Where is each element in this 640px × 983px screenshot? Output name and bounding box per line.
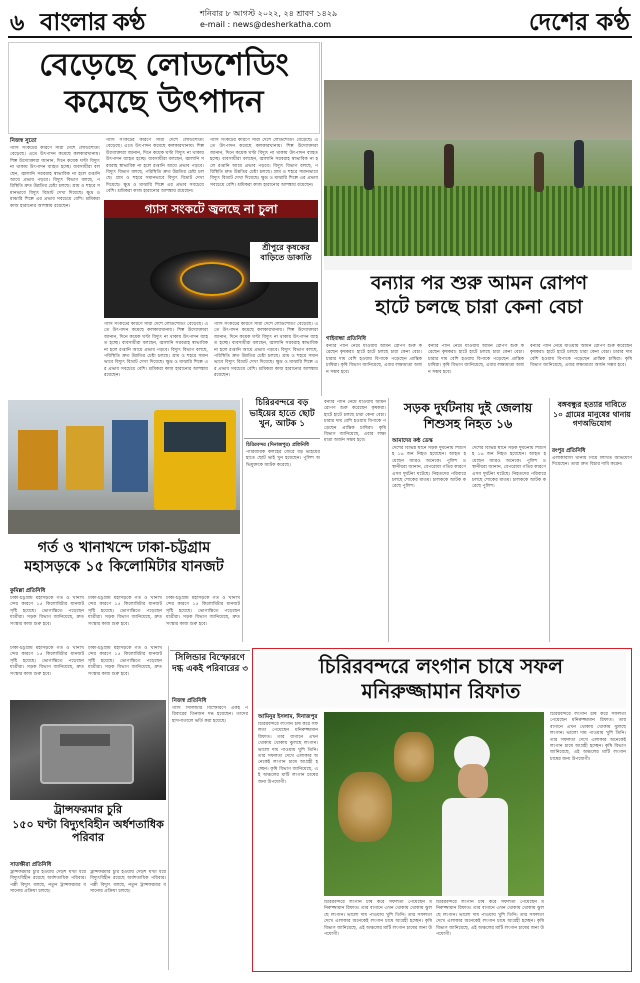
jam-headline-box (8, 540, 240, 584)
murder-headline: চিরিরবন্দরে বড় ভাইয়ের হাতে ছোট খুন, আটক ১ (249, 398, 315, 430)
side-brief-byline: রংপুর প্রতিনিধি (552, 448, 586, 454)
date-line (200, 8, 337, 30)
paddy-headline-2: হাটে চলছে চারা কেনা বেচা (375, 295, 583, 318)
accident-body-col1: দেশের বিভিন্ন স্থানে সড়ক দুর্ঘটনায় শিশুসহ ১৬ জন নিহত হয়েছেন। আহত হয়েছেন আরও অনেকে। পুলিশ ও স্থানীয়রা জানান, বেপরোয়া গতির কারণে এসব দুর্ঘটনা ঘটেছে। নিহতদের পরিবারে চলছে শোকের মাতম। চালককে আটক করেছে পুলিশ। (392, 446, 466, 490)
longan-photo (324, 712, 544, 896)
seedling-field-shape (324, 186, 632, 256)
transformer-body-col1: ট্রান্সফরমার চুরি হওয়ায় দেড়শ ঘণ্টা ধরে বিদ্যুৎবিহীন রয়েছে অর্ধশতাধিক পরিবার। পল্লী বিদ্যুৎ বলছে, নতুন ট্রান্সফরমার বসানোর প্রক্রিয়া চলছে। (10, 870, 86, 895)
loadshedding-headline-box (8, 42, 320, 134)
paddy-photo (324, 80, 632, 256)
jam-byline: কুমিল্লা প্রতিনিধি (10, 588, 46, 594)
longan-headline-box (256, 652, 626, 708)
longan-cluster-icon (338, 772, 392, 842)
issue-date: শনিবার ৮ আগস্ট ২০২২, ২৪ শ্রাবণ ১৪২৯ (200, 9, 338, 18)
jam-body-col2: ঢাকা-চট্টগ্রাম মহাসড়কে গর্ত ও খানাখন্দের কারণে ১৫ কিলোমিটার যানজট সৃষ্টি হয়েছে। ভোগান্তিতে পড়েছেন যাত্রীরা। সড়ক বিভাগ জানিয়েছে, দ্রুত সংস্কার কাজ শুরু হবে। (88, 596, 162, 627)
loadshedding-body-col1: গ্যাস সংকটের কারণে সারা দেশে লোডশেডিং বেড়েছে। এতে উৎপাদন কমেছে কলকারখানায়। শিল্প উদ্যোক্তারা জানান, দিনে কয়েক ঘণ্টা বিদ্যুৎ না থাকায় উৎপাদন ব্যাহত হচ্ছে। ব্যবসায়ীরা বলছেন, জ্বালানি সরবরাহ স্বাভাবিক না হলে রপ্তানি আয়ে প্রভাব পড়বে। বিদ্যুৎ বিভাগ বলছে, পরিস্থিতি দ্রুত উন্নতির চেষ্টা চলছে। গ্রাম ও শহরে সমানভাবে বিদ্যুৎ বিভ্রাট দেখা দিয়েছে। ক্ষুদ্র ও মাঝারি শিল্পে এর প্রভাব সবচেয়ে বেশি। শ্রমিকরা কাজ হারানোর আশঙ্কায় রয়েছেন। (10, 146, 100, 209)
transformer-panel-shape (60, 734, 110, 746)
column-divider (168, 646, 169, 970)
jam-body-col4: ঢাকা-চট্টগ্রাম মহাসড়কে গর্ত ও খানাখন্দের কারণে ১৫ কিলোমিটার যানজট সৃষ্টি হয়েছে। ভোগান্তিতে পড়েছেন যাত্রীরা। সড়ক বিভাগ জানিয়েছে, দ্রুত সংস্কার কাজ শুরু হবে। (10, 646, 84, 677)
flame-ring-icon (180, 262, 244, 296)
loadshedding-body-col2: গ্যাস সংকটের কারণে সারা দেশে লোডশেডিং বেড়েছে। এতে উৎপাদন কমেছে কলকারখানায়। শিল্প উদ্যোক্তারা জানান, দিনে কয়েক ঘণ্টা বিদ্যুৎ না থাকায় উৎপাদন ব্যাহত হচ্ছে। ব্যবসায়ীরা বলছেন, জ্বালানি সরবরাহ স্বাভাবিক না হলে রপ্তানি আয়ে প্রভাব পড়বে। বিদ্যুৎ বিভাগ বলছে, পরিস্থিতি দ্রুত উন্নতির চেষ্টা চলছে। গ্রাম ও শহরে সমানভাবে বিদ্যুৎ বিভ্রাট দেখা দিয়েছে। ক্ষুদ্র ও মাঝারি শিল্পে এর প্রভাব সবচেয়ে বেশি। শ্রমিকরা কাজ হারানোর আশঙ্কায় রয়েছেন। (106, 138, 204, 195)
paddy-body-col3: বন্যার পানি নেমে যাওয়ায় আমন রোপণ শুরু করেছেন কৃষকরা। হাটে হাটে চলছে চারা কেনা বেচা। চারার দাম বেশি হওয়ায় বিপাকে পড়েছেন প্রান্তিক চাষিরা। কৃষি বিভাগ জানিয়েছে, এবার লক্ষ্যমাত্রা অর্জন সম্ভব হবে। (530, 344, 632, 369)
accident-headline-box (390, 400, 546, 434)
robbery-brief (250, 242, 322, 282)
paddy-headline-1: বন্যার পর শুরু আমন রোপণ (370, 272, 588, 294)
cylinder-body: গ্যাস সিলিন্ডার বিস্ফোরণে একই পরিবারের তিনজন দগ্ধ হয়েছেন। তাদের হাসপাতালে ভর্তি করা হয়েছে। (172, 706, 248, 724)
truck-windshield-shape (164, 422, 226, 452)
longan-body-col1: চিরিরবন্দরে লংগান চাষ করে সফলতা পেয়েছেন মনিরুজ্জামান রিফাত। তার বাগানে এখন থোকায় থোকায় ঝুলছে লংগান। ভালো দাম পাওয়ায় খুশি তিনি। তার সফলতা দেখে এলাকার অনেকেই লংগান চাষে আগ্রহী হচ্ছেন। কৃষি বিভাগ জানিয়েছে, এই অঞ্চলের মাটি লংগান চাষের জন্য উপযোগী। (258, 722, 318, 785)
farmer-figure-icon (574, 140, 584, 188)
inset-caption-bar (104, 200, 318, 218)
longan-cluster-icon (394, 732, 434, 782)
column-divider (549, 398, 550, 642)
jam-headline-2: মহাসড়কে ১৫ কিলোমিটার যানজট (24, 558, 224, 576)
cylinder-byline: নিজস্ব প্রতিনিধি (172, 698, 207, 704)
longan-byline: আমিনুর ইসলাম, দিনাজপুর (258, 714, 318, 720)
accident-headline: সড়ক দুর্ঘটনায় দুই জেলায় শিশুসহ নিহত ১৬ (403, 400, 533, 431)
farmer-body-shape (442, 798, 508, 896)
farmer-figure-icon (364, 150, 374, 190)
longan-body-col2: চিরিরবন্দরে লংগান চাষ করে সফলতা পেয়েছেন মনিরুজ্জামান রিফাত। তার বাগানে এখন থোকায় থোকায় ঝুলছে লংগান। ভালো দাম পাওয়ায় খুশি তিনি। তার সফলতা দেখে এলাকার অনেকেই লংগান চাষে আগ্রহী হচ্ছেন। কৃষি বিভাগ জানিয়েছে, এই অঞ্চলের মাটি লংগান চাষের জন্য উপযোগী। (324, 900, 432, 938)
murder-byline: চিরিরবন্দর (দিনাজপুর) প্রতিনিধি (246, 442, 309, 448)
accident-byline: আমাদের কন্ঠ ডেস্ক (392, 438, 433, 444)
side-brief-headline: বঙ্গবন্ধুর হত্যার দাবিতে ১০ গ্রামের মানুষের থানায় গণঅভিযোগ (553, 400, 631, 429)
loadshedding-body-col4: গ্যাস সংকটের কারণে সারা দেশে লোডশেডিং বেড়েছে। এতে উৎপাদন কমেছে কলকারখানায়। শিল্প উদ্যোক্তারা জানান, দিনে কয়েক ঘণ্টা বিদ্যুৎ না থাকায় উৎপাদন ব্যাহত হচ্ছে। ব্যবসায়ীরা বলছেন, জ্বালানি সরবরাহ স্বাভাবিক না হলে রপ্তানি আয়ে প্রভাব পড়বে। বিদ্যুৎ বিভাগ বলছে, পরিস্থিতি দ্রুত উন্নতির চেষ্টা চলছে। গ্রাম ও শহরে সমানভাবে বিদ্যুৎ বিভ্রাট দেখা দিয়েছে। ক্ষুদ্র ও মাঝারি শিল্পে এর প্রভাব সবচেয়ে বেশি। শ্রমিকরা কাজ হারানোর আশঙ্কায় রয়েছেন। (104, 322, 208, 379)
longan-headline-2: মনিরুজ্জামান রিফাত (361, 679, 521, 703)
cylinder-headline: সিলিন্ডার বিস্ফোরণে দগ্ধ একই পরিবারের ৩ (172, 653, 248, 674)
transformer-photo (10, 700, 166, 800)
page-number: ৬ (10, 10, 25, 36)
jam-body-col3: ঢাকা-চট্টগ্রাম মহাসড়কে গর্ত ও খানাখন্দের কারণে ১৫ কিলোমিটার যানজট সৃষ্টি হয়েছে। ভোগান্তিতে পড়েছেন যাত্রীরা। সড়ক বিভাগ জানিয়েছে, দ্রুত সংস্কার কাজ শুরু হবে। (166, 596, 240, 627)
transformer-headline-1: ট্রান্সফরমার চুরি (53, 803, 123, 816)
jam-body-col5: ঢাকা-চট্টগ্রাম মহাসড়কে গর্ত ও খানাখন্দের কারণে ১৫ কিলোমিটার যানজট সৃষ্টি হয়েছে। ভোগান্তিতে পড়েছেন যাত্রীরা। সড়ক বিভাগ জানিয়েছে, দ্রুত সংস্কার কাজ শুরু হবে। (88, 646, 162, 677)
column-divider (242, 398, 243, 642)
paddy-body-col4: বন্যার পানি নেমে যাওয়ায় আমন রোপণ শুরু করেছেন কৃষকরা। হাটে হাটে চলছে চারা কেনা বেচা। চারার দাম বেশি হওয়ায় বিপাকে পড়েছেন প্রান্তিক চাষিরা। কৃষি বিভাগ জানিয়েছে, এবার লক্ষ্যমাত্রা অর্জন সম্ভব হবে। (324, 400, 386, 444)
jam-body-col1: ঢাকা-চট্টগ্রাম মহাসড়কে গর্ত ও খানাখন্দের কারণে ১৫ কিলোমিটার যানজট সৃষ্টি হয়েছে। ভোগান্তিতে পড়েছেন যাত্রীরা। সড়ক বিভাগ জানিয়েছে, দ্রুত সংস্কার কাজ শুরু হবে। (10, 596, 84, 627)
loadshedding-body-col3: গ্যাস সংকটের কারণে সারা দেশে লোডশেডিং বেড়েছে। এতে উৎপাদন কমেছে কলকারখানায়। শিল্প উদ্যোক্তারা জানান, দিনে কয়েক ঘণ্টা বিদ্যুৎ না থাকায় উৎপাদন ব্যাহত হচ্ছে। ব্যবসায়ীরা বলছেন, জ্বালানি সরবরাহ স্বাভাবিক না হলে রপ্তানি আয়ে প্রভাব পড়বে। বিদ্যুৎ বিভাগ বলছে, পরিস্থিতি দ্রুত উন্নতির চেষ্টা চলছে। গ্রাম ও শহরে সমানভাবে বিদ্যুৎ বিভ্রাট দেখা দিয়েছে। ক্ষুদ্র ও মাঝারি শিল্পে এর প্রভাব সবচেয়ে বেশি। শ্রমিকরা কাজ হারানোর আশঙ্কায় রয়েছেন। (210, 138, 318, 188)
transformer-headline-box (10, 804, 166, 858)
jam-headline-1: গর্ত ও খানাখন্দে ঢাকা-চট্টগ্রাম (37, 539, 211, 556)
longan-headline-1: চিরিরবন্দরে লংগান চাষে সফল (318, 654, 564, 678)
cylinder-headline-box (170, 650, 250, 695)
robbery-brief-headline: শ্রীপুরে কৃষকের বাড়িতে ডাকাতি (260, 242, 312, 262)
loadshedding-headline-1: বেড়েছে লোডশেডিং (39, 47, 289, 83)
paddy-body-col2: বন্যার পানি নেমে যাওয়ায় আমন রোপণ শুরু করেছেন কৃষকরা। হাটে হাটে চলছে চারা কেনা বেচা। চারার দাম বেশি হওয়ায় বিপাকে পড়েছেন প্রান্তিক চাষিরা। কৃষি বিভাগ জানিয়েছে, এবার লক্ষ্যমাত্রা অর্জন সম্ভব হবে। (428, 344, 524, 375)
paddy-body-col1: বন্যার পানি নেমে যাওয়ায় আমন রোপণ শুরু করেছেন কৃষকরা। হাটে হাটে চলছে চারা কেনা বেচা। চারার দাম বেশি হওয়ায় বিপাকে পড়েছেন প্রান্তিক চাষিরা। কৃষি বিভাগ জানিয়েছে, এবার লক্ষ্যমাত্রা অর্জন সম্ভব হবে। (326, 344, 422, 375)
paddy-photo-caption-bar (324, 256, 632, 270)
transformer-shape (40, 724, 134, 784)
side-brief-headline-box (552, 400, 632, 444)
transformer-byline: সাতক্ষীরা প্রতিনিধি (10, 862, 52, 868)
loadshedding-headline-2: কমেছে উৎপাদন (64, 83, 264, 120)
photo-building-shape (324, 80, 632, 140)
farmer-figure-icon (444, 144, 454, 188)
contact-email[interactable]: e-mail : news@desherkatha.com (200, 20, 332, 29)
column-divider (388, 398, 389, 642)
murder-body: পারিবারিক কলহের জেরে বড় ভাইয়ের হাতে ছোট ভাই খুন হয়েছেন। পুলিশ অভিযুক্তকে আটক করেছে। (246, 450, 320, 468)
traffic-jam-photo (8, 400, 240, 534)
transformer-body-col2: ট্রান্সফরমার চুরি হওয়ায় দেড়শ ঘণ্টা ধরে বিদ্যুৎবিহীন রয়েছে অর্ধশতাধিক পরিবার। পল্লী বিদ্যুৎ বলছে, নতুন ট্রান্সফরমার বসানোর প্রক্রিয়া চলছে। (90, 870, 166, 895)
masthead-rule (8, 36, 632, 38)
loadshedding-byline: নিজস্ব সুতো (10, 138, 37, 144)
inset-caption: গ্যাস সংকটে জ্বলছে না চুলা (144, 202, 278, 216)
farmer-face-icon (458, 764, 488, 798)
longan-body-col4: চিরিরবন্দরে লংগান চাষ করে সফলতা পেয়েছেন মনিরুজ্জামান রিফাত। তার বাগানে এখন থোকায় থোকায় ঝুলছে লংগান। ভালো দাম পাওয়ায় খুশি তিনি। তার সফলতা দেখে এলাকার অনেকেই লংগান চাষে আগ্রহী হচ্ছেন। কৃষি বিভাগ জানিয়েছে, এই অঞ্চলের মাটি লংগান চাষের জন্য উপযোগী। (550, 712, 626, 762)
loadshedding-body-col5: গ্যাস সংকটের কারণে সারা দেশে লোডশেডিং বেড়েছে। এতে উৎপাদন কমেছে কলকারখানায়। শিল্প উদ্যোক্তারা জানান, দিনে কয়েক ঘণ্টা বিদ্যুৎ না থাকায় উৎপাদন ব্যাহত হচ্ছে। ব্যবসায়ীরা বলছেন, জ্বালানি সরবরাহ স্বাভাবিক না হলে রপ্তানি আয়ে প্রভাব পড়বে। বিদ্যুৎ বিভাগ বলছে, পরিস্থিতি দ্রুত উন্নতির চেষ্টা চলছে। গ্রাম ও শহরে সমানভাবে বিদ্যুৎ বিভ্রাট দেখা দিয়েছে। ক্ষুদ্র ও মাঝারি শিল্পে এর প্রভাব সবচেয়ে বেশি। শ্রমিকরা কাজ হারানোর আশঙ্কায় রয়েছেন। (214, 322, 318, 379)
paddy-headline-box (326, 274, 632, 330)
transformer-headline-2: ১৫০ ঘণ্টা বিদ্যুৎবিহীন অর্ধশতাধিক পরিবার (12, 817, 164, 844)
farmer-figure-icon (534, 152, 544, 192)
truck-shape (112, 420, 148, 492)
column-divider (321, 42, 322, 396)
murder-headline-box (244, 398, 320, 439)
side-brief-body: এলাকাবাসী থানায় গিয়ে লিখিত অভিযোগ দিয়েছেন। তারা দ্রুত বিচার দাবি করেন। (552, 456, 632, 468)
road-shape (8, 510, 240, 534)
longan-body-col3: চিরিরবন্দরে লংগান চাষ করে সফলতা পেয়েছেন মনিরুজ্জামান রিফাত। তার বাগানে এখন থোকায় থোকায় ঝুলছে লংগান। ভালো দাম পাওয়ায় খুশি তিনি। তার সফলতা দেখে এলাকার অনেকেই লংগান চাষে আগ্রহী হচ্ছেন। কৃষি বিভাগ জানিয়েছে, এই অঞ্চলের মাটি লংগান চাষের জন্য উপযোগী। (436, 900, 544, 938)
truck-shape (66, 426, 104, 490)
accident-body-col2: দেশের বিভিন্ন স্থানে সড়ক দুর্ঘটনায় শিশুসহ ১৬ জন নিহত হয়েছেন। আহত হয়েছেন আরও অনেকে। পুলিশ ও স্থানীয়রা জানান, বেপরোয়া গতির কারণে এসব দুর্ঘটনা ঘটেছে। নিহতদের পরিবারে চলছে শোকের মাতম। চালককে আটক করেছে পুলিশ। (472, 446, 546, 490)
section-name: দেশের কণ্ঠ (528, 7, 630, 36)
truck-shape (18, 430, 58, 490)
paddy-byline: গাইবান্ধা প্রতিনিধি (326, 336, 366, 342)
paper-name: বাংলার কণ্ঠ (40, 7, 145, 36)
